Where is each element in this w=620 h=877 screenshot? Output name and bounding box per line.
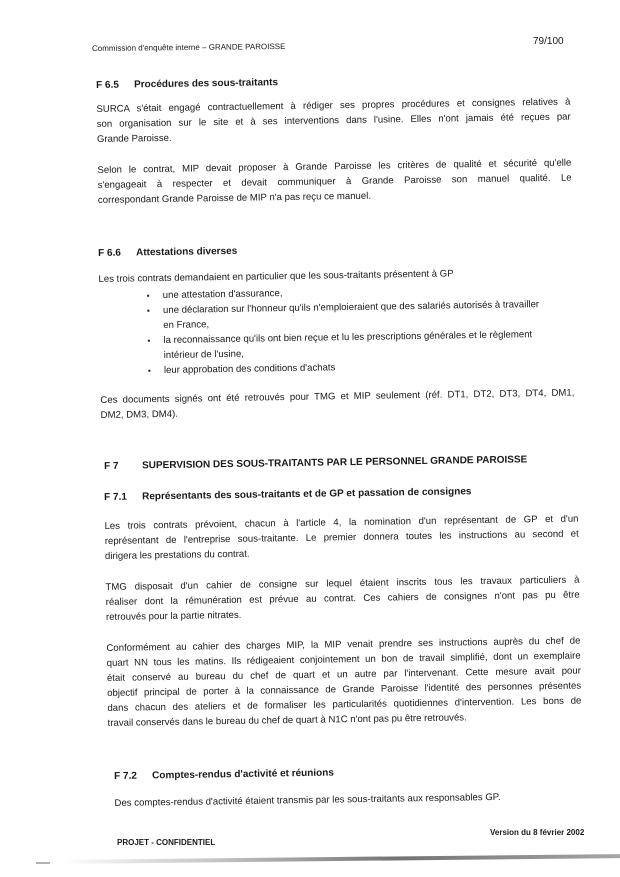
list-item: ▪ une attestation d'assurance, [147, 282, 567, 304]
text-line: s'engageait à respecter et devait communiquer à Grande Paroisse son manuel qualité. Le [97, 172, 572, 191]
section-heading [104, 485, 578, 503]
paragraph [97, 156, 572, 208]
version-date: Version du 8 février 2002 [490, 828, 585, 837]
bullet-list [147, 282, 568, 379]
text-line: dans chacun des ateliers et de formaliser les particularités quotidiennes d'intervention. Les bons de [107, 695, 582, 714]
section-number: F 6.6 [98, 247, 121, 259]
bullet-icon: ▪ [146, 306, 150, 316]
list-item: ▪ la reconnaissance qu'ils ont bien reçue et lu les prescriptions générales et le règlement intérieur de l'usine, [147, 329, 533, 361]
paragraph [100, 386, 574, 423]
section-title: Attestations diverses [135, 245, 238, 259]
section-heading [114, 764, 576, 782]
section-title: SUPERVISION DES SOUS-TRAITANTS PAR LE PERSONNEL GRANDE PAROISSE [141, 454, 528, 472]
section-title: Représentants des sous-traitants et de GP et passation de consignes [141, 486, 472, 503]
text-line: Ces documents signés ont été retrouvés pour TMG et MIP seulement (réf. DT1, DT2, DT3, DT4, DM1, [100, 387, 575, 406]
text-line: quart NN tous les matins. Ils rédigeaient conjointement un bon de travail simplifié, dont un exemplaire [106, 650, 581, 669]
text-line: dirigera les prestations du contrat. [104, 548, 250, 562]
section-heading [98, 241, 572, 259]
text-line: TMG disposait d'un cahier de consigne sur lequel étaient inscrits tous les travaux particuliers à [105, 574, 580, 593]
section-number: F 7.1 [104, 491, 127, 503]
section-f65 [96, 73, 572, 208]
section-number: F 7.2 [114, 770, 137, 782]
section-number: F 6.5 [96, 79, 119, 91]
bullet-icon: ▪ [147, 336, 151, 346]
text-line: représentant de l'entreprise sous-traitante. Le premier donnera toutes les instructions au second et [104, 528, 579, 547]
scan-artifact-line [60, 854, 620, 864]
section-f66 [98, 241, 575, 423]
text-line: objectif principal de porter à la connaissance de Grande Paroisse l'identité des personnes présentes [107, 680, 582, 699]
text-line: SURCA s'était engagé contractuellement à rédiger ses propres procédures et consignes relatives à [96, 96, 571, 115]
text-line: Selon le contrat, MIP devait proposer à Grande Paroisse les critères de qualité et sécurité qu'elle [97, 157, 572, 176]
text-line: retrouvés pour la partie nitrates. [105, 609, 242, 623]
text-line: réaliser dont la rémunération est prévue au contrat. Ces cahiers de consignes n'ont pas pu être [105, 589, 580, 608]
text-line: était conservé au bureau du chef de quart et un autre par l'intervenant. Cette mesure avait pour [106, 665, 581, 684]
list-item: ▪ leur approbation des conditions d'achats [148, 357, 568, 379]
text-line: Grande Paroisse. [96, 132, 172, 145]
text-line: Conformément au cahier des charges MIP, la MIP venait prendre ses instructions auprès du chef de [106, 635, 581, 654]
text-line: correspondant Grande Paroisse de MIP n'a pas reçu ce manuel. [97, 190, 372, 206]
bullet-icon: ▪ [146, 291, 150, 301]
section-title: Procédures des sous-traitants [133, 77, 279, 91]
text-line: son organisation sur le site et à ses interventions dans l'usine. Elles n'ont jamais été reçues par [96, 111, 571, 130]
confidentiality-label: PROJET - CONFIDENTIEL [117, 838, 216, 847]
section-f72 [114, 764, 577, 811]
text-line: DM2, DM3, DM4). [100, 408, 179, 421]
section-f7 [104, 454, 574, 472]
paragraph [105, 573, 580, 625]
paragraph [96, 95, 571, 147]
paragraph [114, 789, 576, 811]
chapter-heading [104, 454, 574, 472]
running-header: Commission d'enquête interne – GRANDE PAROISSE [91, 41, 286, 53]
text-line: Les trois contrats demandaient en particulier que les sous-traitants présentent à GP [98, 268, 454, 285]
page-number: 79/100 [533, 36, 564, 47]
text-line: Les trois contrats prévoient, chacun à l'article 4, la nomination d'un représentant de GP et d'un [104, 513, 579, 532]
paragraph [106, 634, 581, 731]
section-number: F 7 [104, 460, 119, 472]
list-item: ▪ une déclaration sur l'honneur qu'ils n'emploieraient que des salariés autorisés à travailler en France, [146, 299, 540, 331]
section-title: Comptes-rendus d'activité et réunions [151, 767, 335, 782]
bullet-icon: ▪ [147, 366, 151, 376]
section-heading [96, 73, 570, 91]
scan-artifact-mark [36, 862, 50, 864]
section-f71 [104, 485, 582, 731]
text-line: Des comptes-rendus d'activité étaient transmis par les sous-traitants aux responsables GP. [114, 791, 501, 809]
paragraph [104, 512, 579, 564]
text-line: travail conservés dans le bureau du chef de quart à N1C n'ont pas pu être retrouvés. [107, 712, 467, 729]
